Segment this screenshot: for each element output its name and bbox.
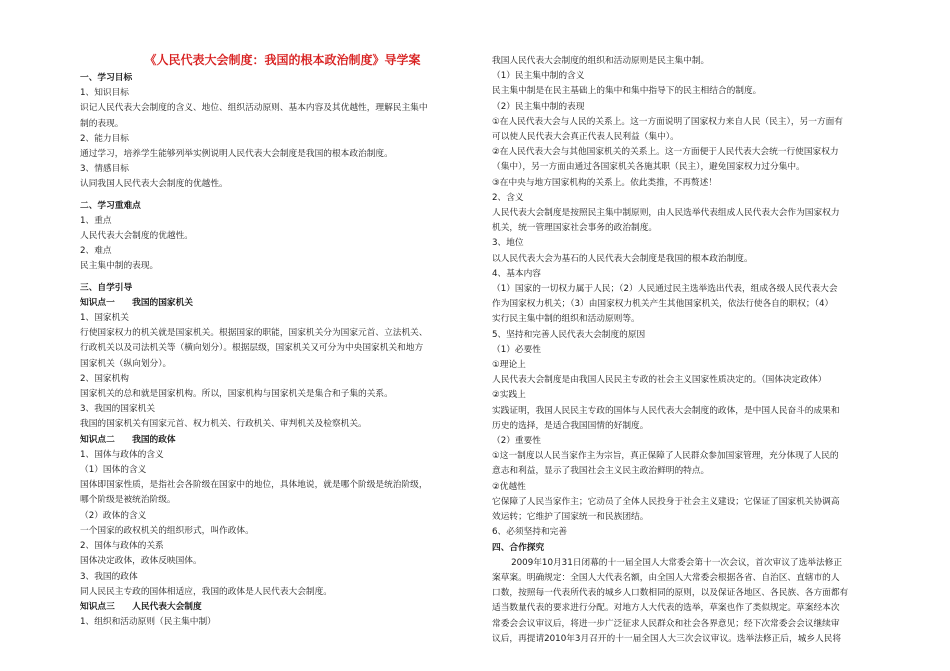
- section-heading: 知识点三 人民代表大会制度: [80, 601, 202, 612]
- text-line: 3、我国的政体: [80, 571, 138, 582]
- text-line: 2、国家机构: [80, 373, 129, 384]
- text-line: 意志和利益，显示了我国社会主义民主政治鲜明的特点。: [492, 466, 710, 477]
- text-line: 它保障了人民当家作主；它动员了全体人民投身于社会主义建设；它保证了国家机关协调高: [492, 496, 840, 507]
- text-line: （2）民主集中制的表现: [492, 101, 585, 112]
- text-line: 人民代表大会制度是按照民主集中制原则，由人民选举代表组成人民代表大会作为国家权力: [492, 208, 840, 219]
- text-line: 1、重点: [80, 215, 112, 226]
- text-line: 2、国体与政体的关系: [80, 541, 164, 552]
- text-line: 同人民民主专政的国体相适应，我国的政体是人民代表大会制度。: [80, 586, 332, 597]
- text-line: 3、情感目标: [80, 164, 129, 175]
- text-line: 常委会会议审议后，将进一步广泛征求人民群众和社会各界意见；经下次常委会会议继续审: [492, 618, 840, 629]
- text-line: 历史的选择，是适合我国国情的好制度。: [492, 420, 649, 431]
- text-line: ②优越性: [492, 481, 526, 492]
- text-line: 哪个阶级是被统治阶级。: [80, 495, 176, 506]
- text-line: 以人民代表大会为基石的人民代表大会制度是我国的根本政治制度。: [492, 253, 753, 264]
- text-line: 通过学习，培养学生能够列举实例说明人民代表大会制度是我国的根本政治制度。: [80, 149, 393, 160]
- section-heading: 二、学习重难点: [80, 200, 141, 211]
- text-line: 适当数量代表的要求进行分配。对地方人大代表的选举，草案也作了类似规定。草案经本次: [492, 603, 840, 614]
- text-line: 2、难点: [80, 246, 112, 257]
- section-heading: 知识点二 我国的政体: [80, 434, 176, 445]
- text-line: 国体决定政体，政体反映国体。: [80, 556, 202, 567]
- text-line: （2）重要性: [492, 436, 541, 447]
- text-line: 1、组织和活动原则（民主集中制）: [80, 617, 216, 628]
- right-column: [492, 54, 896, 647]
- text-line: 机关，统一管理国家社会事务的政治制度。: [492, 223, 658, 234]
- text-line: 国家机关的总和就是国家机构。所以，国家机构与国家机关是集合和子集的关系。: [80, 389, 393, 400]
- text-line: 人民代表大会制度是由我国人民民主专政的社会主义国家性质决定的。（国体决定政体）: [492, 375, 827, 386]
- text-line: 1、知识目标: [80, 88, 129, 99]
- text-line: 4、基本内容: [492, 268, 541, 279]
- text-line: 6、必须坚持和完善: [492, 527, 568, 538]
- text-line: ②在人民代表大会与其他国家机关的关系上。这一方面便于人民代表大会统一行使国家权力: [492, 147, 839, 158]
- text-line: （1）必要性: [492, 344, 541, 355]
- section-heading: 一、学习目标: [80, 73, 133, 83]
- text-line: ①理论上: [492, 360, 526, 371]
- text-line: 效运转；它维护了国家统一和民族团结。: [492, 512, 649, 523]
- text-line: 人民代表大会制度的优越性。: [80, 231, 193, 242]
- text-line: 口数，按照每一代表所代表的城乡人口数相同的原则，以及保证各地区、各民族、各方面都有: [492, 588, 849, 599]
- text-line: 实践证明，我国人民民主专政的国体与人民代表大会制度的政体，是中国人民奋斗的成果和: [492, 405, 840, 416]
- text-line: ①这一制度以人民当家作主为宗旨，真正保障了人民群众参加国家管理，充分体现了人民的: [492, 451, 839, 462]
- text-line: 识记人民代表大会制度的含义、地位、组织活动原则、基本内容及其优越性，理解民主集中: [80, 103, 428, 114]
- text-line: 案草案。明确规定：全国人大代表名额，由全国人大常委会根据各省、自治区、直辖市的人: [492, 572, 840, 583]
- text-line: 可以使人民代表大会真正代表人民利益（集中）。: [492, 132, 679, 143]
- text-line: （2）政体的含义: [80, 510, 147, 521]
- text-line: 行政机关以及司法机关等（横向划分）。根据层级，国家机关又可分为中央国家机关和地方: [80, 343, 424, 354]
- text-line: 2009年10月31日闭幕的十一届全国人大常委会第十一次会议，首次审议了选举法修正: [511, 557, 843, 568]
- text-line: 1、国家机关: [80, 313, 129, 324]
- right-column-lines: [492, 54, 896, 647]
- text-line: 国体即国家性质，是指社会各阶级在国家中的地位，具体地说，就是哪个阶级是统治阶级，: [80, 480, 428, 491]
- text-line: （1）国家的一切权力属于人民；（2）人民通过民主选举选出代表，组成各级人民代表大会: [492, 284, 838, 295]
- text-line: 认同我国人民代表大会制度的优越性。: [80, 179, 228, 190]
- text-line: 5、坚持和完善人民代表大会制度的原因: [492, 329, 646, 340]
- text-line: 制的表现。: [80, 118, 124, 129]
- text-line: （1）民主集中制的含义: [492, 71, 585, 82]
- text-line: ②实践上: [492, 390, 526, 401]
- text-line: 3、地位: [492, 238, 524, 249]
- text-line: （1）国体的含义: [80, 465, 147, 476]
- left-column: [80, 52, 485, 630]
- text-line: 议后，再提请2010年3月召开的十一届全国人大三次会议审议。选举法修正后，城乡人民将: [492, 633, 842, 644]
- text-line: 国家机关（纵向划分）。: [80, 358, 172, 369]
- text-line: 一个国家的政权机关的组织形式，叫作政体。: [80, 525, 254, 536]
- text-line: 3、我国的国家机关: [80, 404, 156, 415]
- section-heading: 三、自学引导: [80, 282, 133, 293]
- text-line: 作为国家权力机关；（3）由国家权力机关产生其他国家机关，依法行使各自的职权；（4）: [492, 299, 834, 310]
- text-line: ③在中央与地方国家机构的关系上。依此类推，不再赘述！: [492, 177, 717, 188]
- section-heading: 知识点一 我国的国家机关: [80, 297, 193, 308]
- text-line: 我国的国家机关有国家元首、权力机关、行政机关、审判机关及检察机关。: [80, 419, 367, 430]
- text-line: 2、能力目标: [80, 133, 129, 144]
- text-line: 行使国家权力的机关就是国家机关。根据国家的职能，国家机关分为国家元首、立法机关、: [80, 328, 428, 339]
- left-column-lines: [80, 71, 485, 630]
- text-line: ①在人民代表大会与人民的关系上。这一方面说明了国家权力来自人民（民主），另一方面有: [492, 116, 843, 127]
- text-line: 2、含义: [492, 192, 524, 203]
- text-line: 民主集中制的表现。: [80, 261, 159, 272]
- text-line: （集中），另一方面由通过各国家机关各施其职（民主），避免国家权力过分集中。: [492, 162, 805, 173]
- document-title: 《人民代表大会制度：我国的根本政治制度》导学案: [144, 53, 421, 67]
- text-line: 1、国体与政体的含义: [80, 449, 164, 460]
- text-line: 实行民主集中制的组织和活动原则等。: [492, 314, 640, 325]
- text-line: 民主集中制是在民主基础上的集中和集中指导下的民主相结合的制度。: [492, 86, 762, 97]
- text-line: 我国人民代表大会制度的组织和活动原则是民主集中制。: [492, 56, 710, 66]
- section-heading: 四、合作探究: [492, 542, 545, 553]
